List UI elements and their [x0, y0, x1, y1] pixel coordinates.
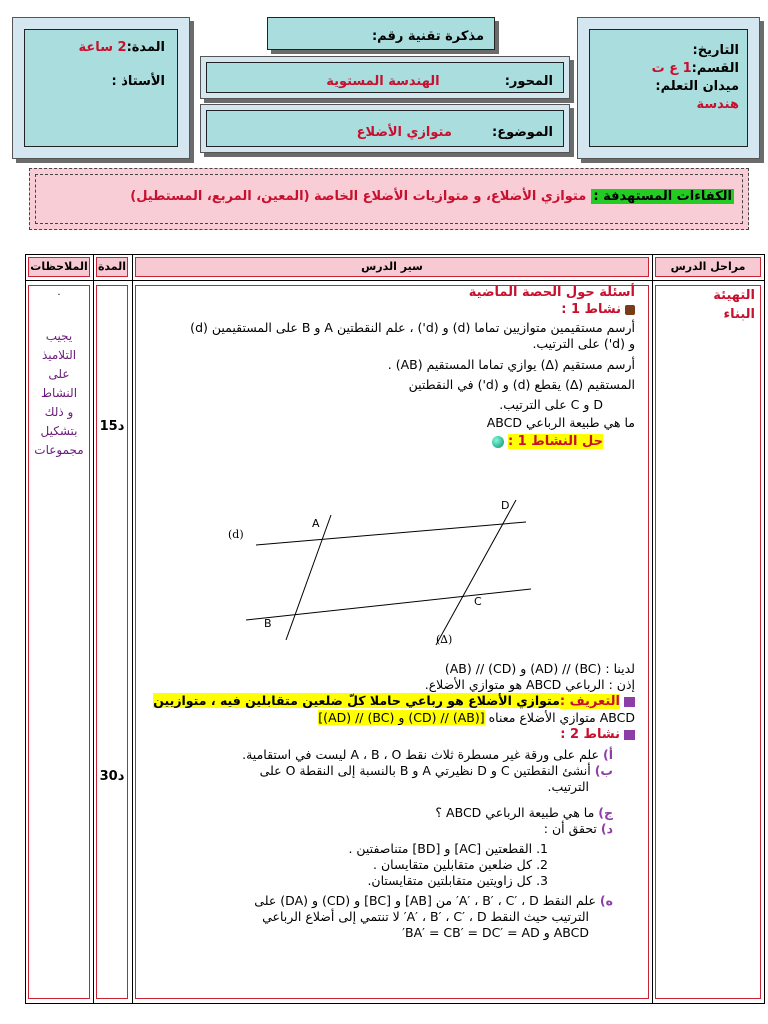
section-value: 1 ع ت — [651, 61, 692, 76]
notes-line: بتشكيل — [40, 424, 78, 438]
section-label: القسم: — [691, 61, 739, 76]
a2-b-line-2: الترتيب. — [547, 779, 589, 794]
label-C: C — [474, 595, 482, 608]
notes-line: التلاميذ — [41, 348, 77, 362]
a2-e-mark: ه) — [599, 893, 613, 908]
domain-value: هندسة — [696, 97, 739, 112]
line-d — [256, 522, 526, 545]
lesson-table — [25, 254, 765, 1004]
a2-b-text: أنشئ النقطتين C و D نظيرتي A و B بالنسبة إلى النقطة O على — [259, 763, 591, 778]
header-course: سير الدرس — [361, 260, 423, 273]
competencies-text: متوازي الأضلاع، و متوازيات الأضلاع الخاصة (المعين، المربع، المستطيل) — [130, 189, 587, 204]
duration-label: المدة: — [126, 40, 165, 55]
axis-value: الهندسة المستوية — [326, 74, 440, 89]
bullet-icon — [624, 697, 635, 707]
a2-c-mark: ج) — [598, 805, 613, 820]
axis-label: المحور: — [504, 74, 553, 89]
activity2-title: نشاط 2 : — [560, 727, 621, 742]
s1-line-1: لدينا : (BC) // (AD) و (CD) // (AB) — [444, 661, 635, 676]
stage-build: البناء — [723, 307, 755, 322]
solution1-heading — [139, 433, 603, 450]
definition-line-2b: [(AB) // (CD) و (BC) // (AD)] — [318, 710, 485, 725]
table-header-row — [26, 255, 764, 281]
header-notes: الملاحظات — [30, 260, 88, 273]
col-sep-3 — [652, 255, 653, 1003]
definition-line-2a: ABCD متوازي الأضلاع معناه — [488, 710, 635, 725]
course-content — [139, 285, 643, 450]
notes-block — [28, 327, 90, 460]
memo-title: مذكرة تقنية رقم: — [371, 29, 484, 44]
a2-item-d — [139, 821, 613, 837]
a2-e-line-2: الترتيب حيث النقط A′ ، B′ ، C′ ، D′ لا تنتمي إلى أضلاع الرباعي — [262, 909, 589, 924]
activity1-title: نشاط 1 : — [561, 302, 622, 317]
info-box-left — [12, 17, 190, 159]
axis-inner — [206, 62, 564, 93]
domain-label: ميدان التعلم: — [655, 79, 739, 94]
definition-row — [139, 693, 635, 710]
line-ab — [286, 515, 331, 640]
duration-1: 15د — [99, 419, 125, 434]
header-course-cell — [135, 257, 649, 277]
subject-box — [200, 104, 570, 153]
bullet-icon — [624, 730, 635, 740]
prev-questions: أسئلة حول الحصة الماضية — [468, 285, 635, 300]
a2-item-a — [139, 747, 613, 763]
header-notes-cell — [28, 257, 90, 277]
activity2-heading — [139, 726, 635, 743]
a1-line-3: أرسم مستقيم (∆) يوازي تماما المستقيم (AB) . — [387, 357, 635, 372]
info-box-left-inner — [24, 29, 178, 147]
subject-value: متوازي الأضلاع — [356, 125, 452, 140]
duration-row — [25, 40, 165, 55]
notes-line: يجيب — [45, 329, 73, 343]
date-label: التاريخ: — [692, 43, 739, 58]
globe-icon — [492, 436, 504, 448]
activity1-heading — [139, 301, 635, 318]
notes-line: و ذلك — [44, 405, 74, 419]
a1-line-4: المستقيم (∆) يقطع (d) و (d') في النقطتين — [408, 377, 635, 392]
label-d: (d) — [228, 528, 244, 541]
stage-warmup: التهيئة — [713, 288, 755, 303]
solution1-title: حل النشاط 1 : — [507, 434, 603, 449]
a2-a-mark: أ) — [603, 747, 613, 762]
a2-c-text: ما هي طبيعة الرباعي ABCD ؟ — [435, 805, 595, 820]
label-B: B — [264, 617, 272, 630]
subject-inner — [206, 110, 564, 147]
a2-item-c — [139, 805, 613, 821]
label-D: D — [501, 499, 510, 512]
subject-label: الموضوع: — [492, 125, 553, 140]
notes-line: مجموعات — [34, 443, 84, 457]
col-sep-1 — [93, 255, 94, 1003]
a1-line-1: أرسم مستقيمين متوازيين تماما (d) و (d') ، علم النقطتين A و B على المستقيمين (d) — [190, 320, 635, 335]
col-sep-2 — [132, 255, 133, 1003]
a1-line-2: و (d') على الترتيب. — [532, 336, 635, 351]
a2-d-mark: د) — [600, 821, 613, 836]
notes-dot: . — [57, 287, 61, 298]
bullet-icon — [625, 305, 635, 315]
header-stages: مراحل الدرس — [670, 260, 746, 273]
check-3: 3. كل زاويتين متقابلتين متقايستان. — [367, 873, 548, 888]
info-box-right-inner — [589, 29, 748, 147]
a1-line-5: D و C على الترتيب. — [499, 397, 603, 412]
definition-text: متوازي الأضلاع هو رباعي حاملا كلّ ضلعين متقابلين فيه ، متوازيين — [153, 693, 560, 708]
teacher-label: الأستاذ : — [111, 74, 165, 89]
parallelogram-figure — [206, 485, 546, 655]
competencies-label: الكفاءات المستهدفة : — [593, 189, 732, 204]
notes-line: النشاط — [40, 386, 78, 400]
a2-e-text: علم النقط A′ ، B′ ، C′ ، D′ من [AB] و [BC] و (CD) و (DA) على — [254, 893, 596, 908]
info-box-right — [577, 17, 760, 159]
definition-label: التعريف : — [559, 694, 621, 709]
competencies-box — [29, 168, 749, 230]
stages-col-frame — [655, 285, 761, 999]
label-A: A — [312, 517, 320, 530]
memo-title-box — [267, 17, 495, 50]
a2-b-mark: ب) — [594, 763, 613, 778]
check-1: 1. القطعتين [AC] و [BD] متناصفتين . — [348, 841, 548, 856]
duration-2: 30د — [99, 769, 125, 784]
competencies-inner — [35, 174, 743, 224]
header-duration-cell — [96, 257, 128, 277]
header-duration: المدة — [97, 260, 127, 273]
a1-line-6: ما هي طبيعة الرباعي ABCD — [486, 415, 635, 430]
line-dprime — [246, 589, 531, 620]
check-2: 2. كل ضلعين متقابلين متقايسان . — [373, 857, 548, 872]
definition-line-2 — [139, 710, 635, 726]
s1-line-2: إذن : الرباعي ABCD هو متوازي الأضلاع. — [424, 677, 635, 692]
a2-item-e — [139, 893, 613, 909]
line-delta — [436, 500, 516, 645]
course-content-lower — [139, 661, 643, 941]
a2-d-text: تحقق أن : — [543, 821, 597, 836]
duration-value: 2 ساعة — [78, 40, 127, 55]
a2-e-line-3: ABCD و BA′ = CB′ = DC′ = AD′ — [402, 925, 589, 940]
notes-line: على — [48, 367, 70, 381]
label-delta: (∆) — [436, 633, 453, 646]
section-row — [590, 60, 739, 78]
a2-item-b — [139, 763, 613, 779]
duration-col-frame — [96, 285, 128, 999]
axis-box — [200, 56, 570, 99]
a2-a-text: علم على ورقة غير مسطرة ثلاث نقط A ، B ، O ليست في استقامية. — [242, 747, 600, 762]
header-stages-cell — [655, 257, 761, 277]
